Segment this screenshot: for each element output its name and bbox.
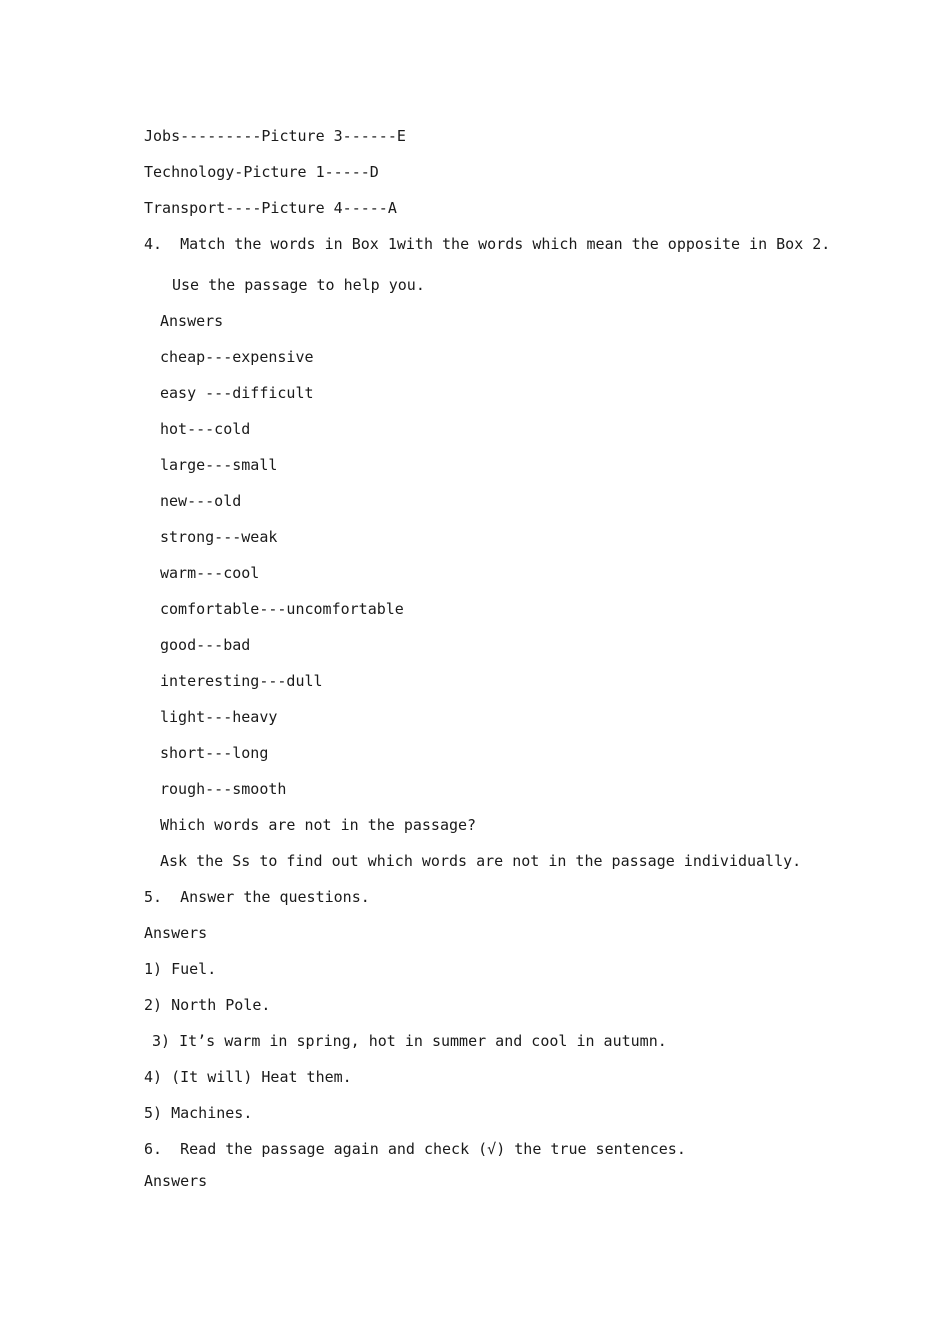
question-6-heading: 6. Read the passage again and check (√) the true sentences.: [144, 1140, 686, 1158]
question-4-heading: 4. Match the words in Box 1with the words which mean the opposite in Box 2.: [144, 235, 831, 253]
answer-line: 4) (It will) Heat them.: [144, 1068, 352, 1086]
question-5-heading: 5. Answer the questions.: [144, 888, 370, 906]
word-pair: new---old: [160, 492, 242, 510]
word-pair: rough---smooth: [160, 780, 287, 798]
word-pair: large---small: [160, 456, 278, 474]
word-pair: light---heavy: [160, 708, 278, 726]
answers-label: Answers: [144, 1172, 208, 1190]
word-pair: good---bad: [160, 636, 251, 654]
word-pair: comfortable---uncomfortable: [160, 600, 404, 618]
word-pair: cheap---expensive: [160, 348, 314, 366]
answer-line: 5) Machines.: [144, 1104, 253, 1122]
word-pair: interesting---dull: [160, 672, 323, 690]
word-pair: hot---cold: [160, 420, 251, 438]
match-line: Jobs---------Picture 3------E: [144, 127, 406, 145]
word-pair: strong---weak: [160, 528, 278, 546]
question-4-instruction: Use the passage to help you.: [172, 276, 425, 294]
answers-label: Answers: [160, 312, 224, 330]
question-4-followup: Which words are not in the passage?: [160, 816, 477, 834]
answer-line: 3) It’s warm in spring, hot in summer and cool in autumn.: [152, 1032, 667, 1050]
answer-line: 1) Fuel.: [144, 960, 217, 978]
word-pair: easy ---difficult: [160, 384, 314, 402]
answers-label: Answers: [144, 924, 208, 942]
match-line: Technology-Picture 1-----D: [144, 163, 379, 181]
match-line: Transport----Picture 4-----A: [144, 199, 397, 217]
teacher-note: Ask the Ss to find out which words are not in the passage individually.: [160, 852, 802, 870]
word-pair: short---long: [160, 744, 269, 762]
word-pair: warm---cool: [160, 564, 260, 582]
answer-line: 2) North Pole.: [144, 996, 271, 1014]
